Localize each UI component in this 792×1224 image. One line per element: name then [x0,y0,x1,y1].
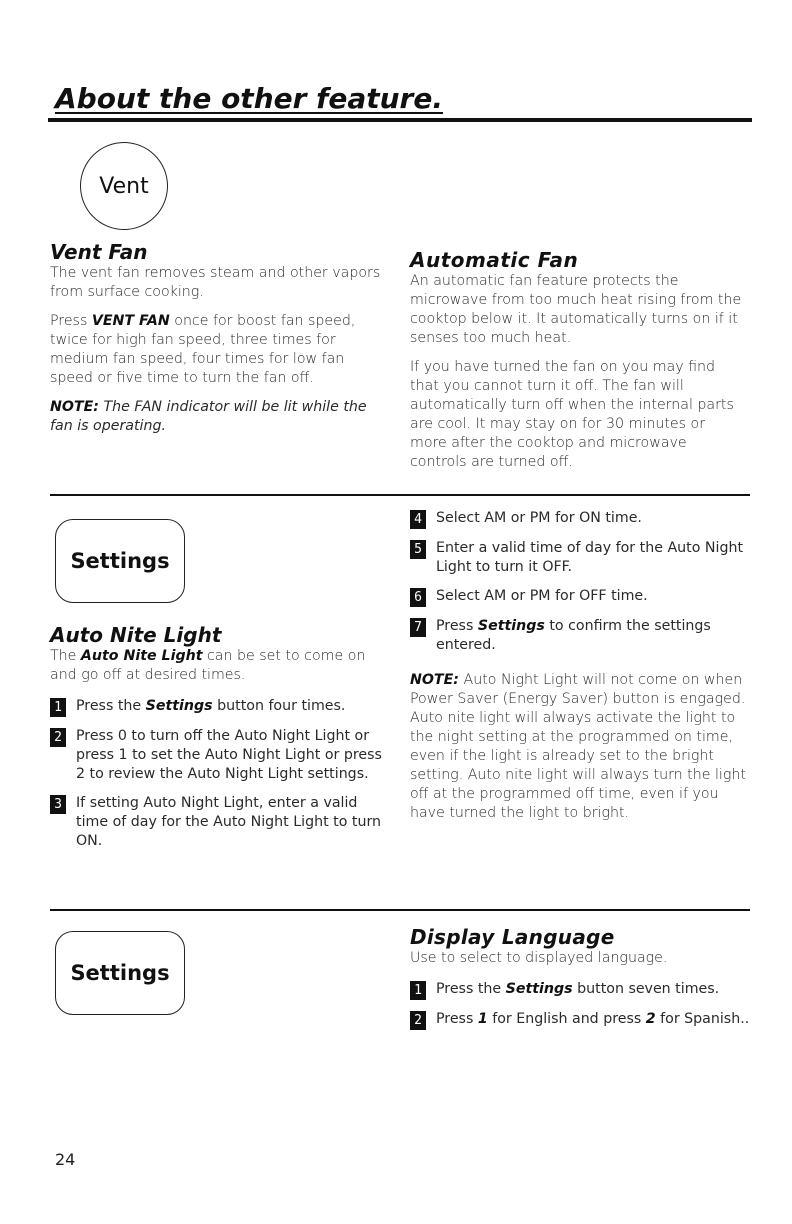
step-item [410,617,750,655]
step-item [50,727,385,784]
step-text: Select AM or PM for OFF time. [436,588,648,604]
step-number: 2 [50,728,66,747]
step-item [410,587,750,607]
step-item [50,794,385,851]
step-text: Press the Settings button four times. [76,698,346,714]
automatic-fan-heading: Automatic Fan [410,248,579,272]
settings-button-icon [55,931,185,1015]
step-text: Select AM or PM for ON time. [436,510,642,526]
step-item [410,509,750,529]
step-text: Press 1 for English and press 2 for Spanish.. [436,1011,750,1027]
page-title: About the other feature. [55,82,443,115]
step-text: Press 0 to turn off the Auto Night Light or press 1 to set the Auto Night Light or press 2 to review the Auto Night Light settings. [76,728,382,782]
step-item [410,1010,750,1030]
step-text: Press Settings to confirm the settings entered. [436,618,711,653]
auto-nite-light-note: NOTE: Auto Night Light will not come on when Power Saver (Energy Saver) button is engaged. Auto nite light will always activate the light to the night setting at the programmed on time, even if the light is already set to the bright setting. Auto nite light will always turn the light off at the programmed off time, even if you have turned the light to bright. [410,672,746,821]
step-item [410,539,750,577]
step-number: 4 [410,510,426,529]
section-divider-1 [50,494,750,496]
step-number: 2 [410,1011,426,1030]
step-text: Press the Settings button seven times. [436,981,720,997]
title-rule [48,118,752,122]
vent-icon-label: Vent [99,173,149,199]
vent-fan-heading: Vent Fan [50,240,148,264]
vent-fan-para2: Press VENT FAN once for boost fan speed, twice for high fan speed, three times for medium fan speed, four times for low fan speed or five time to turn the fan off. [50,313,356,386]
auto-nite-light-key: Auto Nite Light [80,648,203,664]
settings-icon-label: Settings [70,549,170,573]
step-number: 3 [50,795,66,814]
display-language-heading: Display Language [410,925,615,949]
step-number: 1 [50,698,66,717]
auto-nite-light-intro: The Auto Nite Light can be set to come on and go off at desired times. [50,648,366,683]
settings-icon-label: Settings [70,961,170,985]
page-number: 24 [55,1150,76,1169]
display-language-section [410,925,750,1040]
automatic-fan-para2: If you have turned the fan on you may find that you cannot turn it off. The fan will automatically turn off when the internal parts are cool. It may stay on for 30 minutes or more after the cooktop and microwave controls are turned off. [410,359,734,470]
vent-fan-section [50,240,390,436]
vent-fan-note: NOTE: The FAN indicator will be lit while the fan is operating. [50,399,367,434]
step-text: If setting Auto Night Light, enter a valid time of day for the Auto Night Light to turn ON. [76,795,382,849]
auto-nite-light-heading: Auto Nite Light [50,623,222,647]
auto-nite-light-section [50,623,385,861]
automatic-fan-para1: An automatic fan feature protects the microwave from too much heat rising from the cooktop below it. It automatically turns on if it senses too much heat. [410,273,742,346]
auto-nite-light-continued [410,509,750,823]
step-number: 7 [410,618,426,637]
vent-fan-para1: The vent fan removes steam and other vapors from surface cooking. [50,265,381,300]
step-number: 1 [410,981,426,1000]
display-language-intro: Use to select to displayed language. [410,950,668,966]
step-item [410,980,750,1000]
vent-fan-key: VENT FAN [91,313,170,329]
step-number: 5 [410,540,426,559]
section-divider-2 [50,909,750,911]
settings-button-icon [55,519,185,603]
step-text: Enter a valid time of day for the Auto Night Light to turn it OFF. [436,540,744,575]
step-number: 6 [410,588,426,607]
automatic-fan-section [410,248,745,472]
vent-button-icon [80,142,168,230]
step-item [50,697,385,717]
